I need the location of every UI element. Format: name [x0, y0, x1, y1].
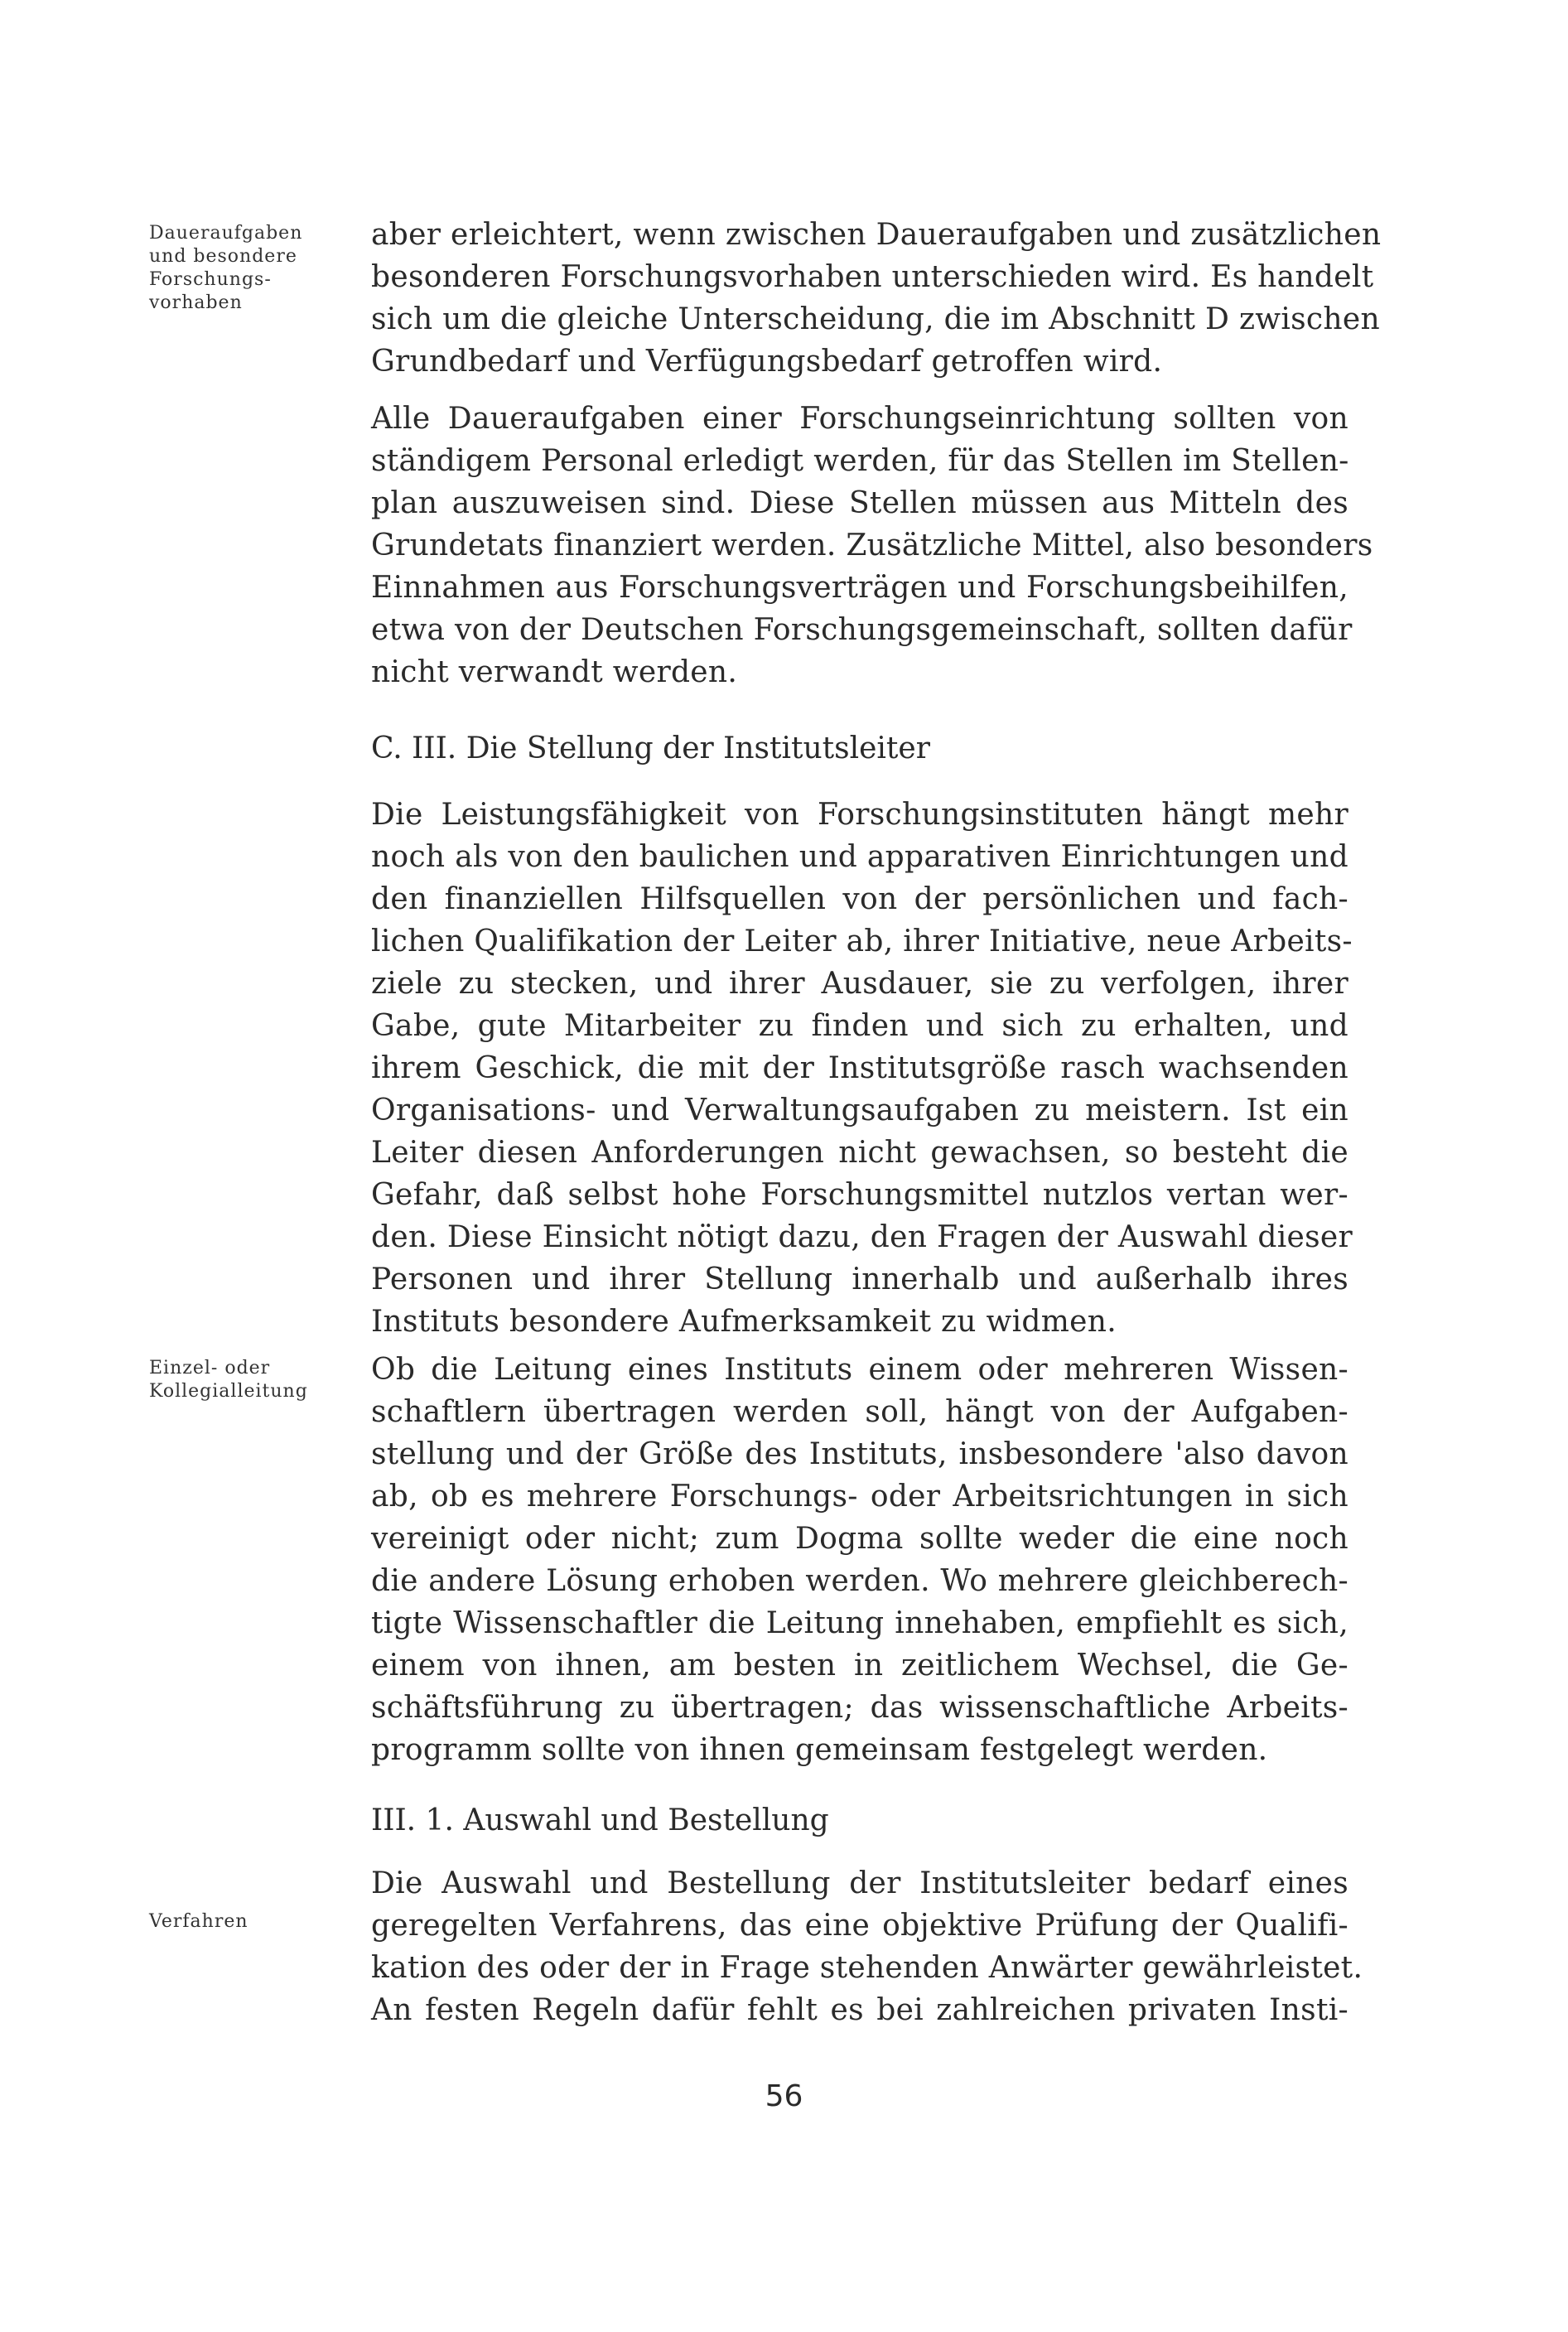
margin-note-einzel — [149, 1357, 340, 1403]
section-heading-c-iii — [371, 727, 1348, 770]
margin-note-line: Einzel- oder — [149, 1358, 271, 1378]
margin-note-daueraufgaben — [149, 222, 340, 315]
paragraph-1 — [371, 214, 1382, 383]
text-line: den finanziellen Hilfsquellen von der persönlichen und fach- — [371, 882, 1348, 916]
margin-note-line: Daueraufgaben — [149, 223, 303, 244]
text-line: Die Auswahl und Bestellung der Institutsleiter bedarf eines — [371, 1866, 1348, 1900]
text-line: Organisations- und Verwaltungsaufgaben zu meistern. Ist ein — [371, 1094, 1348, 1127]
text-line: ab, ob es mehrere Forschungs- oder Arbeitsrichtungen in sich — [371, 1480, 1348, 1514]
text-line: die andere Lösung erhoben werden. Wo mehrere gleichberech- — [371, 1564, 1348, 1598]
text-line: stellung und der Größe des Instituts, insbesondere 'also davon — [371, 1437, 1348, 1471]
text-line: Die Leistungsfähigkeit von Forschungsinstituten hängt mehr — [371, 798, 1348, 832]
margin-note-line: vorhaben — [149, 292, 243, 313]
text-line: nicht verwandt werden. — [371, 655, 738, 689]
margin-note-verfahren — [149, 1910, 340, 1934]
text-line: vereinigt oder nicht; zum Dogma sollte weder die eine noch — [371, 1522, 1348, 1556]
paragraph-5 — [371, 1862, 1363, 2031]
text-line: programm sollte von ihnen gemeinsam festgelegt werden. — [371, 1733, 1268, 1767]
text-line: Instituts besondere Aufmerksamkeit zu widmen. — [371, 1305, 1117, 1339]
paragraph-2 — [371, 398, 1373, 693]
text-line: An festen Regeln dafür fehlt es bei zahlreichen privaten Insti- — [371, 1993, 1348, 2027]
text-line: besonderen Forschungsvorhaben unterschieden wird. Es handelt — [371, 260, 1374, 294]
section-heading: III. 1. Auswahl und Bestellung — [371, 1803, 829, 1837]
text-line: schaftlern übertragen werden soll, hängt von der Aufgaben- — [371, 1395, 1348, 1429]
margin-note-line: und besondere — [149, 246, 297, 267]
margin-note-line: Forschungs- — [149, 269, 272, 290]
text-line: schäftsführung zu übertragen; das wissenschaftliche Arbeits- — [371, 1691, 1348, 1725]
text-line: Gabe, gute Mitarbeiter zu finden und sich zu erhalten, und — [371, 1009, 1348, 1043]
text-line: geregelten Verfahrens, das eine objektive Prüfung der Qualifi- — [371, 1909, 1348, 1943]
paragraph-4 — [371, 1349, 1348, 1771]
text-line: Personen und ihrer Stellung innerhalb und außerhalb ihres — [371, 1263, 1348, 1296]
text-line: plan auszuweisen sind. Diese Stellen müssen aus Mitteln des — [371, 486, 1348, 520]
section-heading-iii-1 — [371, 1799, 1348, 1842]
text-line: Leiter diesen Anforderungen nicht gewachsen, so besteht die — [371, 1136, 1348, 1170]
text-line: aber erleichtert, wenn zwischen Daueraufgaben und zusätzlichen — [371, 218, 1382, 252]
text-line: Ob die Leitung eines Instituts einem oder mehreren Wissen- — [371, 1353, 1348, 1387]
margin-note-line: Kollegialleitung — [149, 1381, 308, 1402]
paragraph-3 — [371, 794, 1353, 1343]
section-heading: C. III. Die Stellung der Institutsleiter — [371, 731, 930, 765]
text-line: ständigem Personal erledigt werden, für das Stellen im Stellen- — [371, 444, 1349, 478]
text-line: Einnahmen aus Forschungsverträgen und Forschungsbeihilfen, — [371, 571, 1348, 605]
text-line: Grundetats finanziert werden. Zusätzliche Mittel, also besonders — [371, 529, 1373, 562]
text-line: Alle Daueraufgaben einer Forschungseinrichtung sollten von — [371, 402, 1348, 436]
margin-note-line: Verfahren — [149, 1911, 248, 1932]
page-number: 56 — [765, 2079, 803, 2113]
text-line: etwa von der Deutschen Forschungsgemeinschaft, sollten dafür — [371, 613, 1353, 647]
text-line: Grundbedarf und Verfügungsbedarf getroffen wird. — [371, 345, 1163, 379]
text-line: ziele zu stecken, und ihrer Ausdauer, sie zu verfolgen, ihrer — [371, 967, 1348, 1001]
text-line: lichen Qualifikation der Leiter ab, ihrer Initiative, neue Arbeits- — [371, 925, 1353, 958]
text-line: noch als von den baulichen und apparativen Einrichtungen und — [371, 840, 1348, 874]
text-line: Gefahr, daß selbst hohe Forschungsmittel nutzlos vertan wer- — [371, 1178, 1348, 1212]
text-line: sich um die gleiche Unterscheidung, die im Abschnitt D zwischen — [371, 302, 1380, 336]
text-line: kation des oder der in Frage stehenden Anwärter gewährleistet. — [371, 1951, 1363, 1985]
text-line: tigte Wissenschaftler die Leitung innehaben, empfiehlt es sich, — [371, 1606, 1348, 1640]
text-line: den. Diese Einsicht nötigt dazu, den Fragen der Auswahl dieser — [371, 1220, 1353, 1254]
text-line: ihrem Geschick, die mit der Institutsgröße rasch wachsenden — [371, 1051, 1348, 1085]
text-line: einem von ihnen, am besten in zeitlichem Wechsel, die Ge- — [371, 1649, 1348, 1683]
